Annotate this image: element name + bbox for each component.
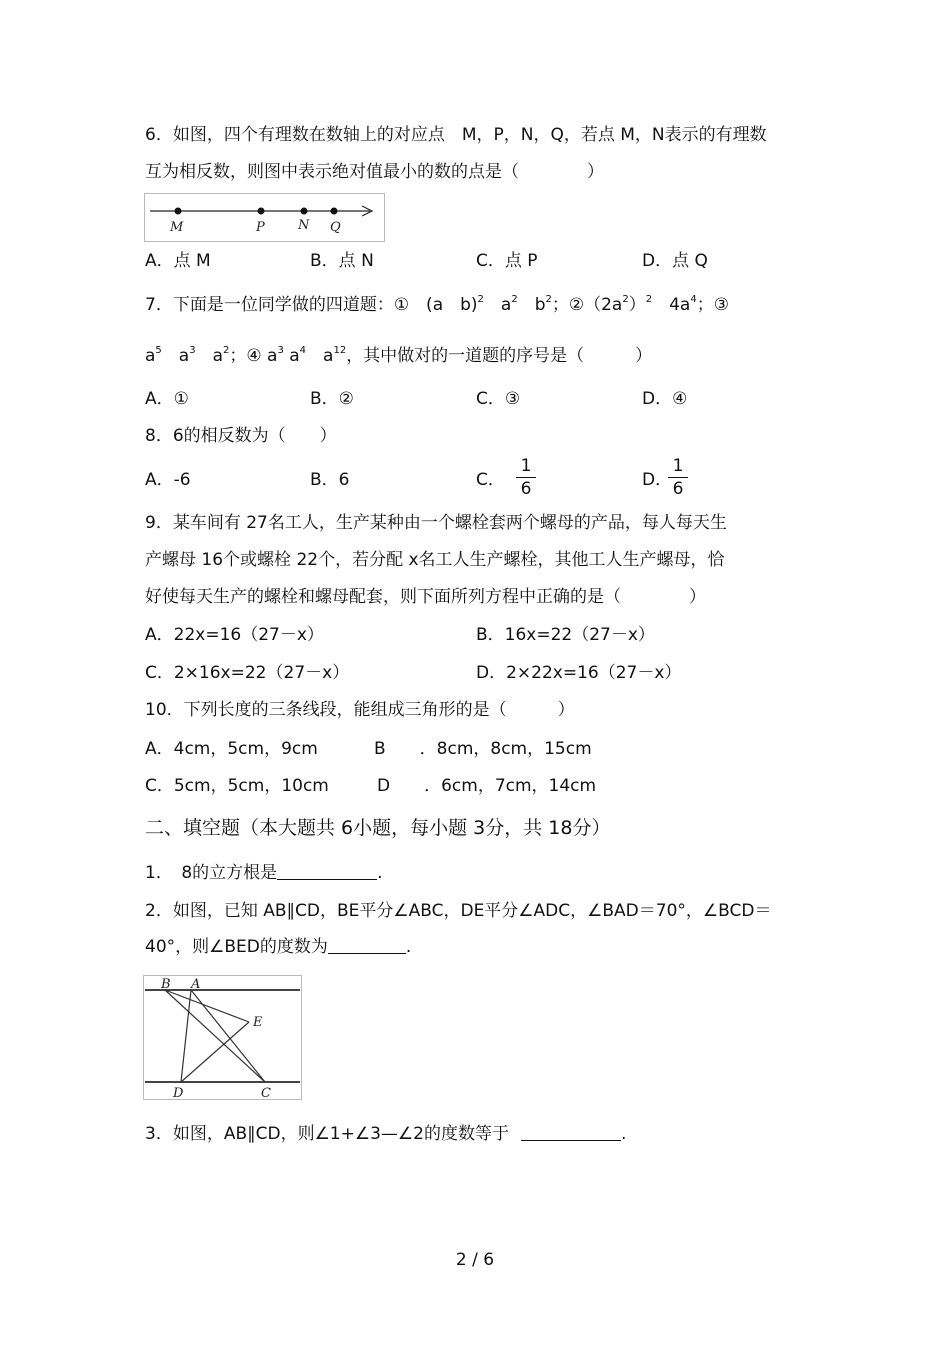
answer-blank[interactable] <box>328 937 406 954</box>
q9-line3: 好使每天生产的螺栓和螺母配套，则下面所列方程中正确的是（ ） <box>145 587 706 607</box>
q7-line1: 7．下面是一位同学做的四道题：① (a b)$^2$ $a^2$ $b^2$；$②(2a^2)^2$ $4a^4$；③ <box>145 294 729 315</box>
q8-option-a: A．-6 <box>145 470 191 490</box>
q9-line2: 产螺母 16个或螺栓 22个，若分配 x名工人生产螺栓，其他工人生产螺母，恰 <box>145 550 725 570</box>
label-Q: Q <box>330 220 341 235</box>
q6-line2: 互为相反数，则图中表示绝对值最小的数的点是（ ） <box>145 162 604 182</box>
q10-option-c: C．5cm，5cm，10cm <box>145 776 329 796</box>
q9-option-b: B．16x=22（27－x） <box>476 625 655 645</box>
fraction-denominator: 6 <box>672 479 684 499</box>
label-N: N <box>298 218 310 233</box>
geometry-figure <box>143 975 303 1101</box>
answer-blank[interactable] <box>521 1124 621 1141</box>
fill-q1: 1． 8的立方根是 . <box>145 863 383 883</box>
q7-option-d: D．④ <box>642 389 688 409</box>
q8-option-b: B．6 <box>310 470 350 490</box>
q7-option-b: B．② <box>310 389 354 409</box>
q6-option-a: A．点 M <box>145 251 211 271</box>
fill-q2-line1: 2．如图，已知 AB∥CD，BE平分∠ABC，DE平分∠ADC，∠BAD＝70°，∠BCD＝ <box>145 901 772 921</box>
label-B: B <box>161 977 171 992</box>
q10-option-a: A．4cm，5cm，9cm <box>145 739 318 759</box>
number-line-figure <box>144 193 386 243</box>
q8-line1: 8．6的相反数为（ ） <box>145 426 337 446</box>
label-P: P <box>256 220 265 235</box>
fraction-denominator: 6 <box>520 479 532 499</box>
q6-option-d: D．点 Q <box>642 251 708 271</box>
q9-option-c: C．2×16x=22（27－x） <box>145 663 350 683</box>
label-C: C <box>261 1086 271 1101</box>
q9-line1: 9．某车间有 27名工人，生产某种由一个螺栓套两个螺母的产品，每人每天生 <box>145 513 727 533</box>
fraction-numerator: 1 <box>672 456 684 476</box>
answer-blank[interactable] <box>277 863 377 880</box>
q7-option-c: C．③ <box>476 389 521 409</box>
section-title: 二、填空题（本大题共 6小题，每小题 3分，共 18分） <box>145 817 611 839</box>
q10-option-b: B ．8cm，8cm，15cm <box>374 739 592 759</box>
q8-option-d-fraction <box>668 456 688 499</box>
q6-line1: 6．如图，四个有理数在数轴上的对应点 M，P，N，Q，若点 M，N表示的有理数 <box>145 125 767 145</box>
fill-q3: 3．如图，AB∥CD，则∠1+∠3—∠2的度数等于 . <box>145 1124 627 1144</box>
q6-option-c: C．点 P <box>476 251 538 271</box>
label-E: E <box>253 1015 263 1030</box>
page-number: 2 / 6 <box>455 1250 495 1270</box>
q8-option-d: D． <box>642 470 673 490</box>
fraction-numerator: 1 <box>520 456 532 476</box>
label-A: A <box>191 977 201 992</box>
q7-line2: $a^5$ $a^3$ $a^2$；④ $a^3$ $a^4$ $a^{12}$，其中做对的一道题的序号是（ ） <box>145 345 653 366</box>
q8-option-c: C． <box>476 470 505 490</box>
q9-option-a: A．22x=16（27－x） <box>145 625 324 645</box>
fill-q2-line2: 40°，则∠BED的度数为 . <box>145 937 412 957</box>
q9-option-d: D．2×22x=16（27－x） <box>476 663 682 683</box>
q10-option-d: D ．6cm，7cm，14cm <box>377 776 597 796</box>
label-M: M <box>170 220 184 235</box>
q10-line1: 10．下列长度的三条线段，能组成三角形的是（ ） <box>145 700 575 720</box>
q6-option-b: B．点 N <box>310 251 374 271</box>
label-D: D <box>173 1086 184 1101</box>
q8-option-c-fraction <box>516 456 536 499</box>
q7-option-a: A．① <box>145 389 189 409</box>
